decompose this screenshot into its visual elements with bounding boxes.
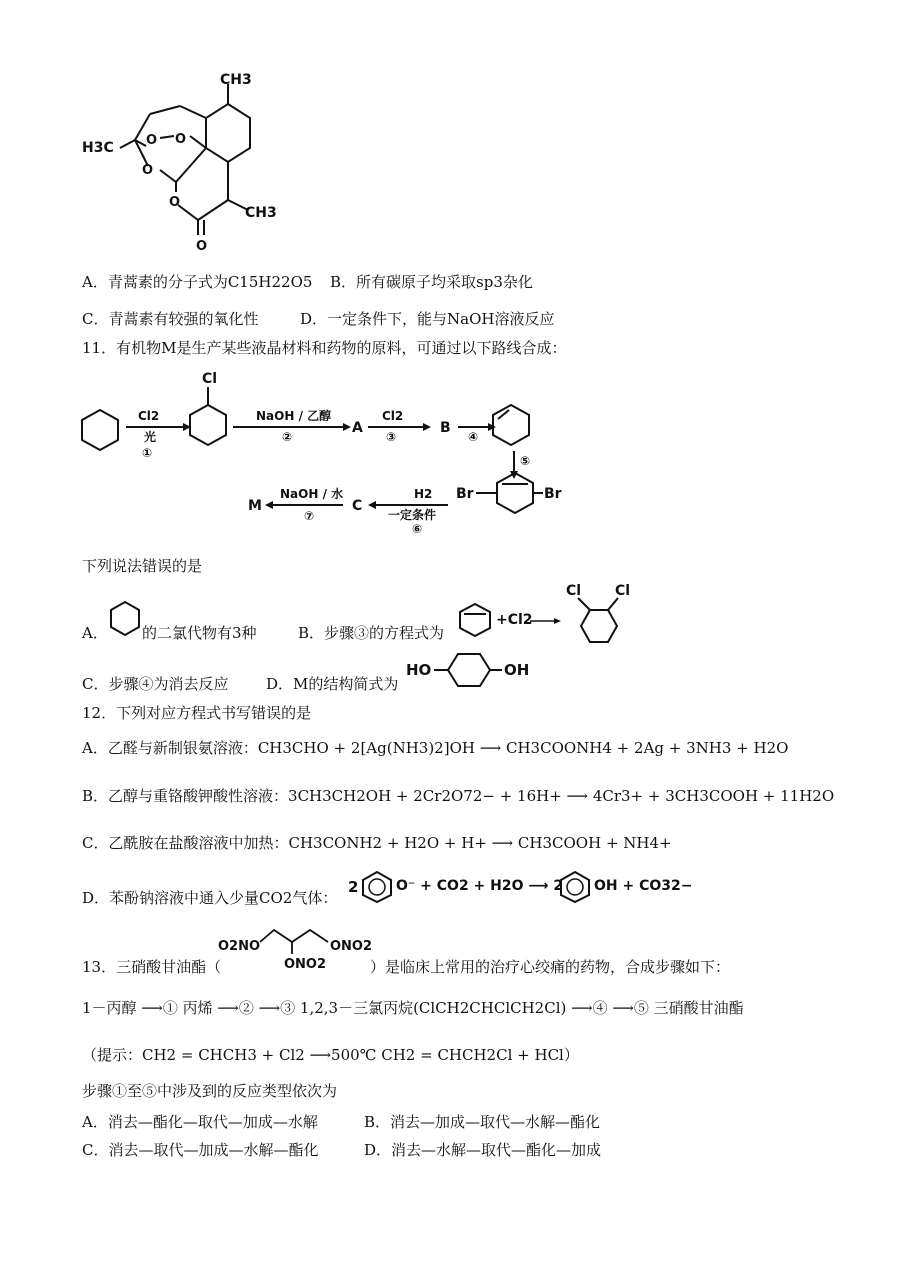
br-left-label: Br (456, 486, 474, 502)
q10-option-c: C．青蒿素有较强的氧化性 (82, 310, 259, 328)
step7-number: ⑦ (304, 509, 315, 523)
reaction-arrow (530, 615, 562, 627)
cl-label: Cl (615, 583, 631, 599)
step4-number: ④ (468, 430, 479, 444)
q11-option-c: C．步骤④为消去反应 (82, 675, 229, 693)
ho-label: HO (406, 661, 432, 679)
cl-label: Cl (566, 583, 582, 599)
compound-m: M (248, 498, 262, 514)
step3-reagent: Cl2 (382, 409, 404, 423)
q13-prompt: 步骤①至⑤中涉及到的反应类型依次为 (82, 1082, 338, 1100)
cyclohexane-icon (108, 600, 142, 638)
q12-d-coef: 2 (348, 878, 359, 896)
cyclohexene-icon (455, 600, 495, 640)
q11-option-d: D．M的结构简式为 (266, 675, 399, 693)
step5-number: ⑤ (520, 454, 531, 468)
o-carbonyl-label: O (196, 239, 208, 254)
h3c-label: H3C (82, 140, 114, 156)
ono2-middle: ONO2 (284, 957, 327, 972)
step1-number: ① (142, 446, 153, 460)
q13-stem-pre: 13．三硝酸甘油酯（ (82, 958, 222, 976)
oh-label: OH (504, 661, 530, 679)
q11-option-b: B．步骤③的方程式为 (298, 624, 445, 642)
step6-condition: 一定条件 (388, 508, 437, 522)
compound-b: B (440, 420, 451, 436)
cyclohexanediol-structure (404, 650, 534, 690)
step6-reagent: H2 (414, 487, 433, 501)
q12-d-product: OH + CO32− (594, 878, 693, 894)
step2-number: ② (282, 430, 293, 444)
o2-label: O (175, 132, 187, 147)
cl-label: Cl (202, 371, 218, 387)
q11-stem: 11．有机物M是生产某些液晶材料和药物的原料，可通过以下路线合成： (82, 339, 567, 357)
q12-option-b: B．乙醇与重铬酸钾酸性溶液：3CH3CH2OH + 2Cr2O72− + 16H+ ⟶ 4Cr3+ + 3CH3COOH + 11H2O (82, 787, 835, 805)
q12-d-equation: O⁻ + CO2 + H2O ⟶ 2 (396, 878, 564, 894)
q13-option-c: C．消去—取代—加成—水解—酯化 (82, 1141, 319, 1159)
nitroglycerin-structure (218, 922, 378, 972)
br-right-label: Br (544, 486, 562, 502)
benzene-ring-icon (360, 870, 394, 904)
step1-reagent: Cl2 (138, 409, 160, 423)
ch3-right-label: CH3 (245, 205, 277, 221)
o1-label: O (146, 133, 158, 148)
q11-option-a-letter: A． (82, 624, 108, 642)
q12-option-d: D．苯酚钠溶液中通入少量CO2气体： (82, 889, 338, 907)
q10-option-b: B．所有碳原子均采取sp3杂化 (330, 273, 533, 291)
q10-option-a: A．青蒿素的分子式为C15H22O5 (82, 273, 313, 291)
compound-c: C (352, 498, 363, 514)
step2-reagent: NaOH / 乙醇 (256, 409, 332, 423)
ono2-right: ONO2 (330, 939, 373, 954)
q13-stem-post: ）是临床上常用的治疗心绞痛的药物，合成步骤如下： (370, 958, 731, 976)
q11-option-a: 的二氯代物有3种 (142, 624, 257, 642)
q13-route: 1－丙醇 ⟶① 丙烯 ⟶② ⟶③ 1,2,3－三氯丙烷(ClCH2CHClCH2Cl) ⟶④ ⟶⑤ 三硝酸甘油酯 (82, 999, 744, 1017)
artemisinin-structure (80, 70, 280, 255)
step6-number: ⑥ (412, 522, 423, 536)
ch3-top-label: CH3 (220, 72, 252, 88)
o4-label: O (169, 195, 181, 210)
dichlorocyclohexane-structure (560, 578, 650, 658)
step3-number: ③ (386, 430, 397, 444)
q12-stem: 12．下列对应方程式书写错误的是 (82, 704, 312, 722)
q13-option-d: D．消去—水解—取代—酯化—加成 (364, 1141, 602, 1159)
ono2-left: O2NO (218, 939, 261, 954)
q10-option-d: D．一定条件下，能与NaOH溶液反应 (300, 310, 555, 328)
q12-option-c: C．乙酰胺在盐酸溶液中加热：CH3CONH2 + H2O + H+ ⟶ CH3COOH + NH4+ (82, 834, 672, 852)
q11-synthesis-scheme (78, 365, 578, 540)
step7-reagent: NaOH / 水 (280, 487, 344, 501)
step1-condition: 光 (144, 430, 157, 444)
q11-option-b-equation: +Cl2 (496, 612, 533, 628)
q12-option-a: A．乙醛与新制银氨溶液：CH3CHO + 2[Ag(NH3)2]OH ⟶ CH3COONH4 + 2Ag + 3NH3 + H2O (82, 739, 789, 757)
compound-a: A (352, 420, 363, 436)
q13-hint: （提示：CH2 = CHCH3 + Cl2 ⟶500℃ CH2 = CHCH2Cl + HCl） (82, 1046, 579, 1064)
o3-label: O (142, 163, 154, 178)
q11-prompt: 下列说法错误的是 (82, 557, 203, 575)
q13-option-b: B．消去—加成—取代—水解—酯化 (364, 1113, 601, 1131)
q13-option-a: A．消去—酯化—取代—加成—水解 (82, 1113, 318, 1131)
benzene-ring-icon (558, 870, 592, 904)
